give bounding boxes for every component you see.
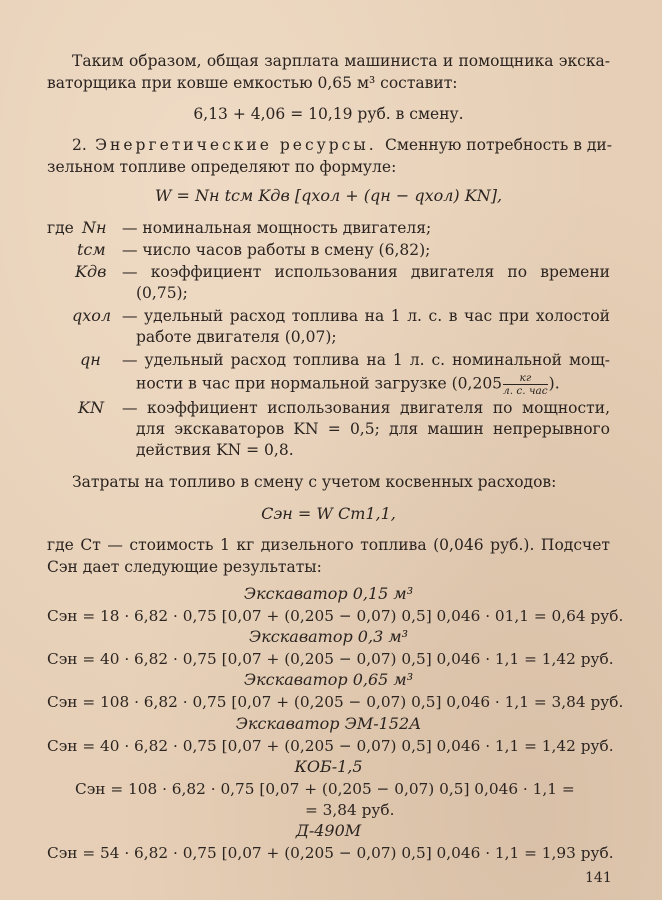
result-line-1: Cэн = 18 · 6,82 · 0,75 [0,07 + (0,205 − 0,07) 0,5] 0,046 · 01,1 = 0,64 руб. — [47, 607, 624, 625]
def-qhol-1: — удельный расход топлива на 1 л. с. в час при холостой — [122, 307, 610, 325]
where-label: где — [47, 219, 74, 237]
intro-total: 6,13 + 4,06 = 10,19 руб. в смену. — [193, 105, 464, 123]
section-line-2: зельном топливе определяют по формуле: — [47, 158, 397, 176]
fraction-numerator: кг — [503, 372, 548, 385]
def-qhol-2: работе двигателя (0,07); — [136, 328, 337, 346]
def-Nn: — номинальная мощность двигателя; — [122, 219, 432, 237]
result-heading-4: Экскаватор ЭМ-152А — [235, 714, 422, 733]
intro-line-1: Таким образом, общая зарплата машиниста и помощника экска- — [72, 52, 610, 70]
section-title: Энергетические ресурсы. — [95, 136, 377, 154]
costs-intro: Затраты на топливо в смену с учетом косвенных расходов: — [72, 473, 557, 491]
def-qn-2 — [136, 372, 560, 397]
result-line-2: Cэн = 40 · 6,82 · 0,75 [0,07 + (0,205 − 0,07) 0,5] 0,046 · 1,1 = 1,42 руб. — [47, 650, 614, 668]
symbol-Kdv: Kдв — [75, 262, 107, 281]
unit-fraction — [503, 372, 548, 397]
result-heading-1: Экскаватор 0,15 м³ — [243, 584, 414, 603]
symbol-Nn: Nн — [82, 218, 107, 237]
symbol-KN: KN — [78, 398, 104, 417]
result-heading-2: Экскаватор 0,3 м³ — [248, 627, 409, 646]
def-KN-2: для экскаваторов KN = 0,5; для машин непрерывного — [136, 420, 610, 438]
page-number: 141 — [585, 870, 612, 886]
def-qn-2-pre: ности в час при нормальной загрузке (0,205 — [136, 374, 503, 393]
result-line-5b: = 3,84 руб. — [305, 801, 395, 819]
def-KN-3: действия KN = 0,8. — [136, 441, 294, 459]
symbol-tsm: tсм — [77, 240, 106, 259]
section-number: 2. — [72, 136, 87, 154]
costs-where-1: где Cт — стоимость 1 кг дизельного топлива (0,046 руб.). Подсчет — [47, 536, 610, 554]
costs-where-2: Cэн дает следующие результаты: — [47, 558, 322, 576]
symbol-qn: qн — [80, 350, 101, 369]
result-line-5a: Cэн = 108 · 6,82 · 0,75 [0,07 + (0,205 − 0,07) 0,5] 0,046 · 1,1 = — [75, 780, 575, 798]
def-qn-1: — удельный расход топлива на 1 л. с. номинальной мощ- — [122, 351, 610, 369]
section-line1-rest: Сменную потребность в ди- — [384, 136, 612, 154]
def-KN-1: — коэффициент использования двигателя по мощности, — [122, 399, 610, 417]
fuel-formula: W = Nн tсм Kдв [qхол + (qн − qхол) KN], — [154, 186, 503, 205]
result-line-3: Cэн = 108 · 6,82 · 0,75 [0,07 + (0,205 − 0,07) 0,5] 0,046 · 1,1 = 3,84 руб. — [47, 693, 624, 711]
result-line-6: Cэн = 54 · 6,82 · 0,75 [0,07 + (0,205 − 0,07) 0,5] 0,046 · 1,1 = 1,93 руб. — [47, 844, 614, 862]
result-heading-5: КОБ-1,5 — [294, 757, 363, 776]
def-Kdv-2: (0,75); — [136, 284, 188, 302]
def-Kdv-1: — коэффициент использования двигателя по времени — [122, 263, 610, 281]
section-line-1 — [72, 135, 612, 156]
result-line-4: Cэн = 40 · 6,82 · 0,75 [0,07 + (0,205 − 0,07) 0,5] 0,046 · 1,1 = 1,42 руб. — [47, 737, 614, 755]
def-tsm: — число часов работы в смену (6,82); — [122, 241, 431, 259]
def-qn-2-post: ). — [548, 374, 560, 393]
symbol-qhol: qхол — [72, 306, 112, 325]
result-heading-6: Д-490М — [295, 821, 362, 840]
fraction-denominator: л. с. час — [503, 385, 548, 397]
intro-line-2: ваторщика при ковше емкостью 0,65 м³ составит: — [47, 74, 458, 92]
result-heading-3: Экскаватор 0,65 м³ — [243, 670, 414, 689]
cost-formula: Cэн = W Cт1,1, — [261, 504, 396, 523]
